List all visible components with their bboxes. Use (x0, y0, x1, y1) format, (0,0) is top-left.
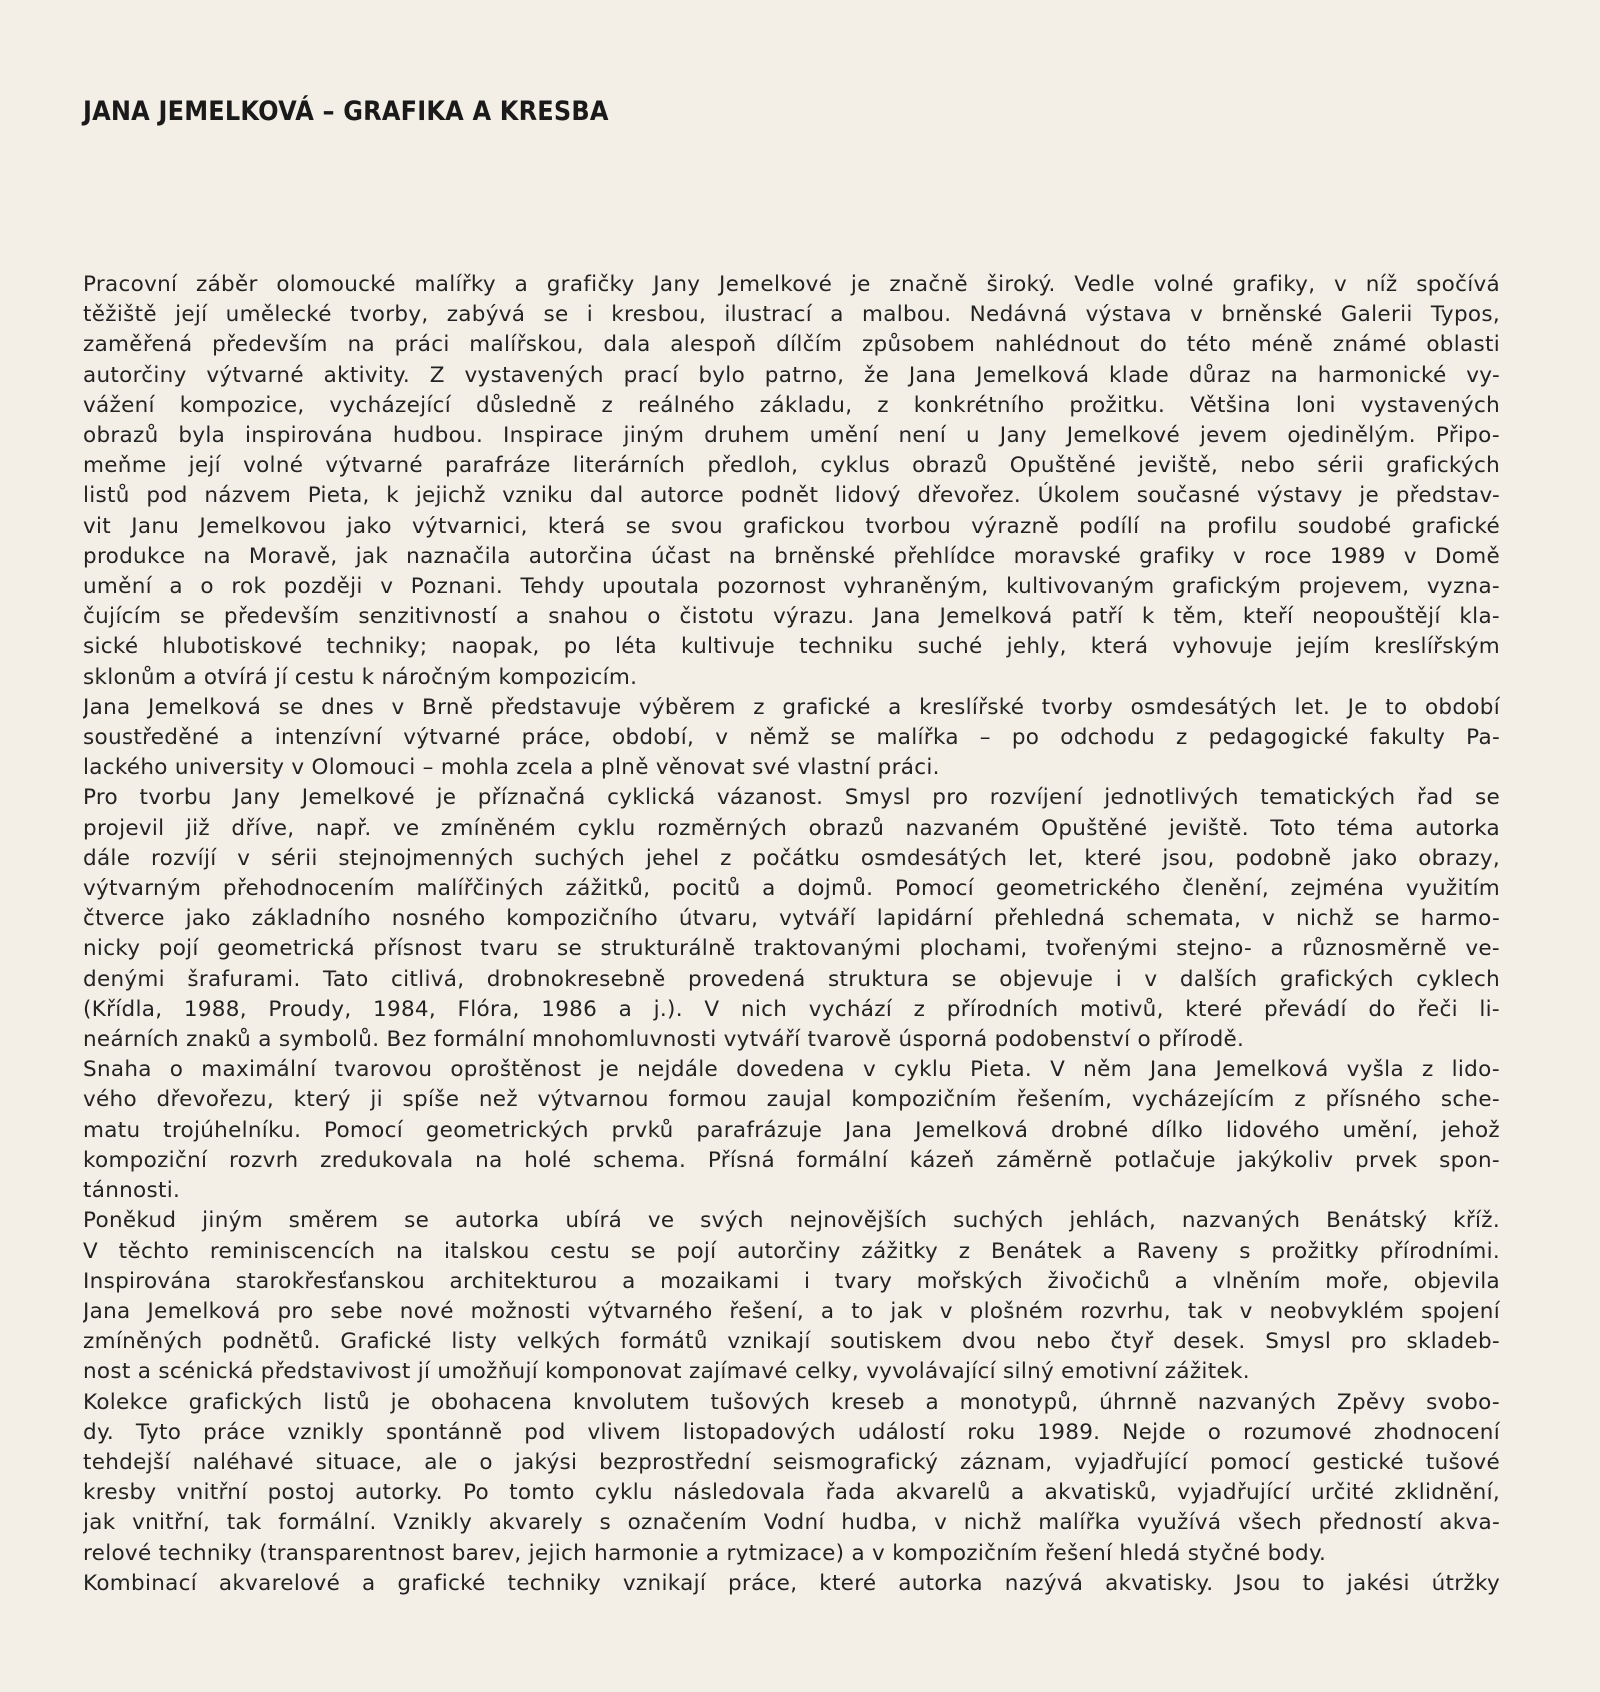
text-line: sické hlubotiskové techniky; naopak, po léta kultivuje techniku suché jehly, která vyhovuje jejím kreslířským (83, 634, 1500, 660)
text-line: (Křídla, 1988, Proudy, 1984, Flóra, 1986 a j.). V nich vychází z přírodních motivů, které převádí do řeči li- (83, 996, 1500, 1022)
text-line: listů pod názvem Pieta, k jejichž vzniku dal autorce podnět lidový dřevořez. Úkolem současné výstavy je představ- (83, 483, 1500, 509)
text-line: nost a scénická představivost jí umožňují komponovat zajímavé celky, vyvolávající silný emotivní zážitek. (83, 1359, 1250, 1385)
text-line: Snaha o maximální tvarovou oproštěnost je nejdále dovedena v cyklu Pieta. V něm Jana Jemelková vyšla z lido- (83, 1057, 1500, 1083)
text-line: relové techniky (transparentnost barev, jejich harmonie a rytmizace) a v kompozičním řešení hledá styčné body. (83, 1540, 1327, 1566)
text-line: dále rozvíjí v sérii stejnojmenných suchých jehel z počátku osmdesátých let, které jsou, podobně jako obrazy, (83, 845, 1500, 871)
text-line: dy. Tyto práce vznikly spontánně pod vlivem listopadových událostí roku 1989. Nejde o rozumové zhodnocení (83, 1419, 1500, 1445)
page-title: JANA JEMELKOVÁ – GRAFIKA A KRESBA (83, 96, 609, 127)
text-line: zaměřená především na práci malířskou, dala alespoň dílčím způsobem nahlédnout do této méně známé oblasti (83, 332, 1500, 358)
text-line: zmíněných podnětů. Grafické listy velkých formátů vznikají soutiskem dvou nebo čtyř desek. Smysl pro skladeb- (83, 1329, 1500, 1355)
paragraph (83, 693, 1500, 784)
text-line: Pracovní záběr olomoucké malířky a grafičky Jany Jemelkové je značně široký. Vedle volné grafiky, v níž spočívá (83, 272, 1500, 297)
text-line: Kolekce grafických listů je obohacena knvolutem tušových kreseb a monotypů, úhrnně nazvaných Zpěvy svobo- (83, 1389, 1500, 1415)
text-line: výtvarným přehodnocením malířčiných zážitků, pocitů a dojmů. Pomocí geometrického členění, zejména využitím (83, 876, 1500, 902)
paragraph (83, 1055, 1500, 1206)
paragraph (83, 270, 1500, 693)
text-line: vážení kompozice, vycházející důsledně z reálného základu, z konkrétního prožitku. Většina loni vystavených (83, 392, 1500, 418)
text-line: obrazů byla inspirována hudbou. Inspirace jiným druhem umění není u Jany Jemelkové jevem ojedinělým. Připo- (83, 423, 1500, 449)
text-line: Jana Jemelková se dnes v Brně představuje výběrem z grafické a kreslířské tvorby osmdesátých let. Je to období (83, 694, 1500, 720)
text-line: tehdejší naléhavé situace, ale o jakýsi bezprostřední seismografický záznam, vyjadřující pomocí gestické tušové (83, 1449, 1500, 1475)
text-line: soustředěné a intenzívní výtvarné práce, období, v němž se malířka – po odchodu z pedagogické fakulty Pa- (83, 725, 1500, 751)
paragraph (83, 1388, 1500, 1569)
text-line: kresby vnitřní postoj autorky. Po tomto cyklu následovala řada akvarelů a akvatisků, vyjadřující určité zklidnění, (83, 1480, 1500, 1506)
text-line: Kombinací akvarelové a grafické techniky vznikají práce, které autorka nazývá akvatisky. Jsou to jakési útržky (83, 1570, 1500, 1596)
text-line: Jana Jemelková pro sebe nové možnosti výtvarného řešení, a to jak v plošném rozvrhu, tak v neobvyklém spojení (83, 1298, 1500, 1324)
text-line: nicky pojí geometrická přísnost tvaru se strukturálně traktovanými plochami, tvořenými stejno- a různosměrně ve- (83, 936, 1500, 962)
text-line: produkce na Moravě, jak naznačila autorčina účast na brněnské přehlídce moravské grafiky v roce 1989 v Domě (83, 543, 1500, 569)
text-line: jak vnitřní, tak formální. Vznikly akvarely s označením Vodní hudba, v nichž malířka využívá všech předností akva- (83, 1510, 1500, 1536)
text-line: lackého university v Olomouci – mohla zcela a plně věnovat své vlastní práci. (83, 755, 940, 781)
text-line: vého dřevořezu, který ji spíše než výtvarnou formou zaujal kompozičním řešením, vycházejícím z přísného sche- (83, 1087, 1500, 1113)
article-body (83, 270, 1500, 1599)
text-line: meňme její volné výtvarné parafráze literárních předloh, cyklus obrazů Opuštěné jeviště, nebo sérii grafických (83, 453, 1500, 479)
text-line: čtverce jako základního nosného kompozičního útvaru, vytváří lapidární přehledná schemata, v nichž se harmo- (83, 906, 1500, 932)
text-line: sklonům a otvírá jí cestu k náročným kompozicím. (83, 664, 638, 690)
paragraph (83, 1569, 1500, 1599)
text-line: těžiště její umělecké tvorby, zabývá se i kresbou, ilustrací a malbou. Nedávná výstava v brněnské Galerii Typos, (83, 302, 1500, 328)
paragraph (83, 783, 1500, 1055)
text-line: tánnosti. (83, 1178, 181, 1204)
text-line: vit Janu Jemelkovou jako výtvarnici, která se svou grafickou tvorbou výrazně podílí na profilu soudobé grafické (83, 513, 1500, 539)
text-line: umění a o rok později v Poznani. Tehdy upoutala pozornost vyhraněným, kultivovaným grafickým projevem, vyzna- (83, 574, 1500, 600)
text-line: neárních znaků a symbolů. Bez formální mnohomluvnosti vytváří tvarově úsporná podobenství o přírodě. (83, 1027, 1245, 1053)
text-line: projevil již dříve, např. ve zmíněném cyklu rozměrných obrazů nazvaném Opuštěné jeviště. Toto téma autorka (83, 815, 1500, 841)
text-line: Pro tvorbu Jany Jemelkové je příznačná cyklická vázanost. Smysl pro rozvíjení jednotlivých tematických řad se (83, 785, 1500, 811)
text-line: matu trojúhelníku. Pomocí geometrických prvků parafrázuje Jana Jemelková drobné dílko lidového umění, jehož (83, 1117, 1500, 1143)
text-line: kompoziční rozvrh zredukovala na holé schema. Přísná formální kázeň záměrně potlačuje jakýkoliv prvek spon- (83, 1147, 1500, 1173)
paragraph (83, 1206, 1500, 1387)
text-line: čujícím se především senzitivností a snahou o čistotu výrazu. Jana Jemelková patří k těm, kteří neopouštějí kla- (83, 604, 1500, 630)
text-line: Inspirována starokřesťanskou architekturou a mozaikami i tvary mořských živočichů a vlněním moře, objevila (83, 1268, 1500, 1294)
text-line: V těchto reminiscencích na italskou cestu se pojí autorčiny zážitky z Benátek a Raveny s prožitky přírodními. (83, 1238, 1500, 1264)
text-line: autorčiny výtvarné aktivity. Z vystavených prací bylo patrno, že Jana Jemelková klade důraz na harmonické vy- (83, 362, 1500, 388)
text-line: denými šrafurami. Tato citlivá, drobnokresebně provedená struktura se objevuje i v dalších grafických cyklech (83, 966, 1500, 992)
text-line: Poněkud jiným směrem se autorka ubírá ve svých nejnovějších suchých jehlách, nazvaných Benátský kříž. (83, 1208, 1500, 1234)
